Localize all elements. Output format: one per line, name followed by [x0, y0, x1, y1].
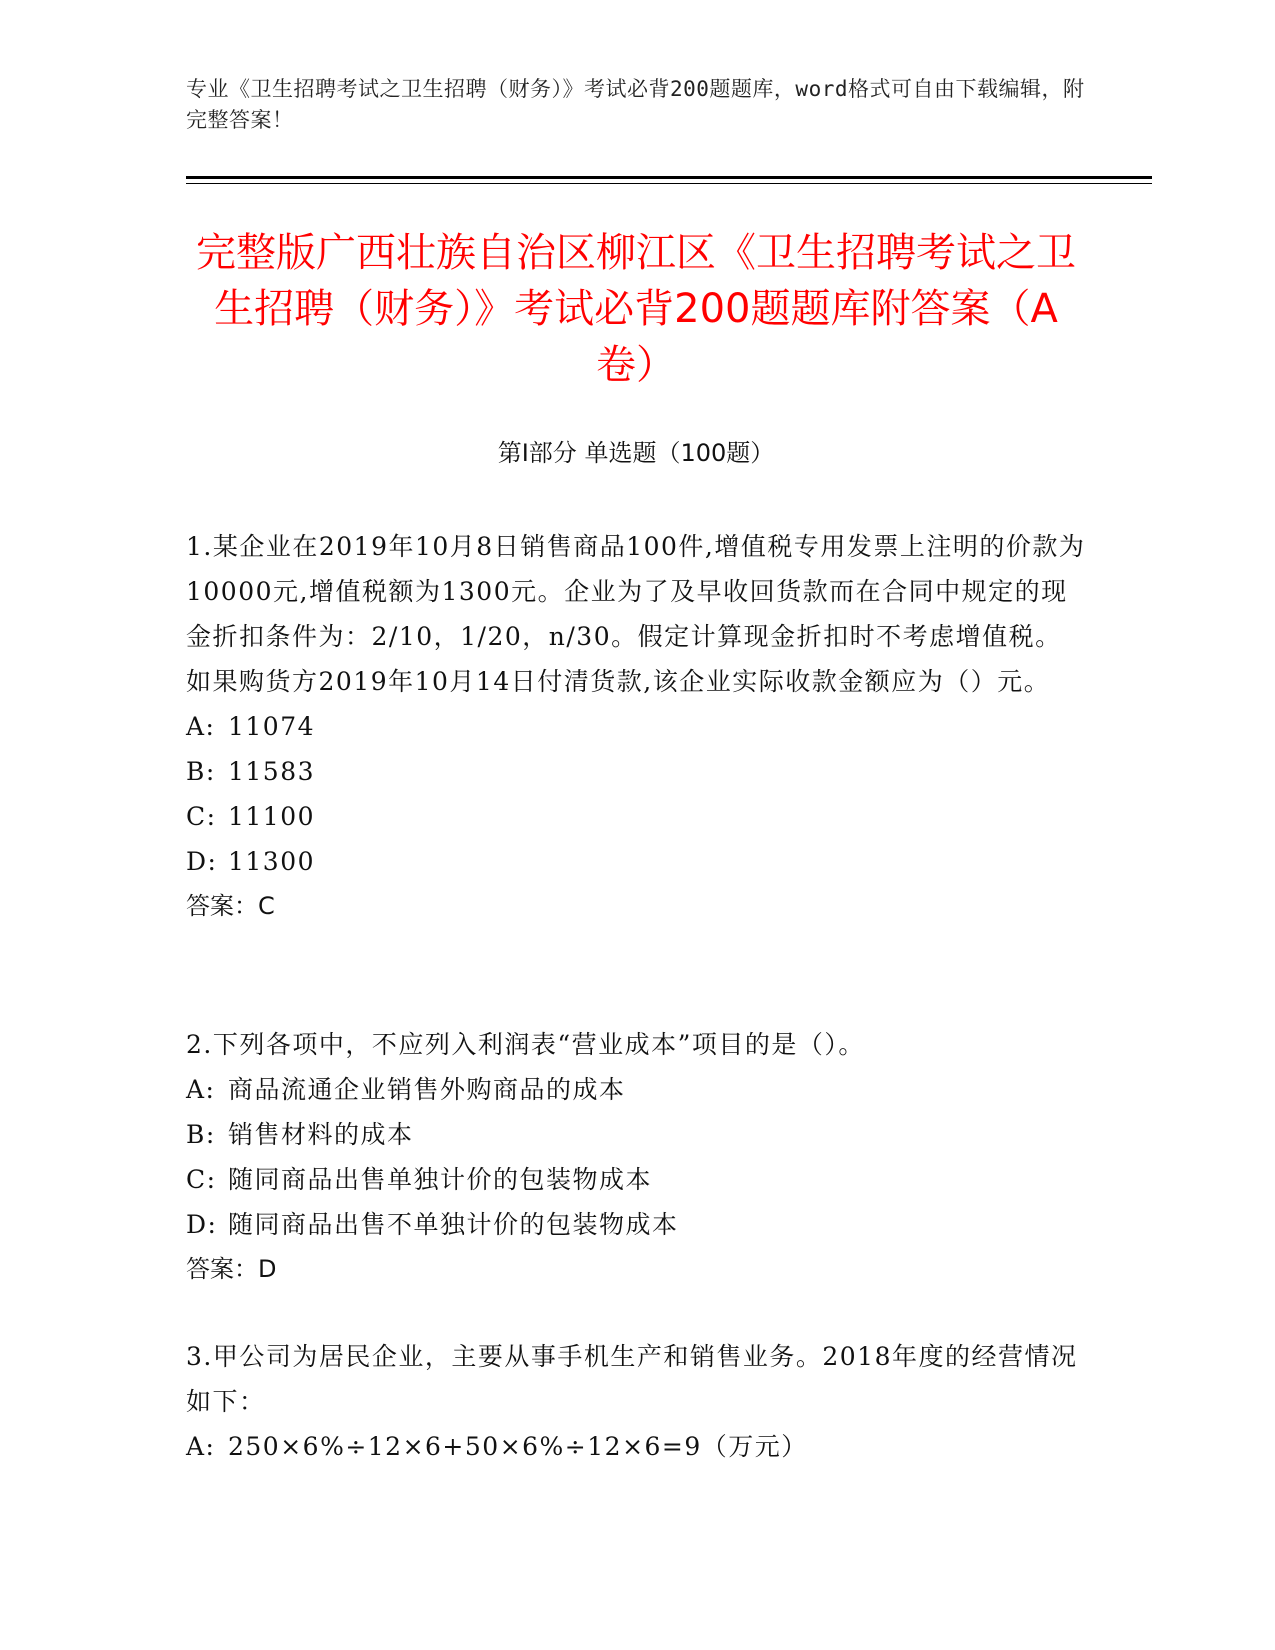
option-letter: B: [186, 1120, 216, 1149]
header-divider-thick [186, 176, 1152, 179]
option-letter: B: [186, 757, 216, 786]
option-text: 随同商品出售单独计价的包装物成本 [228, 1165, 653, 1194]
header-note: 专业《卫生招聘考试之卫生招聘（财务）》考试必背200题题库，word格式可自由下载编辑，附完整答案！ [186, 77, 1085, 132]
answer-line: 答案：D [186, 1255, 277, 1283]
option-text: 销售材料的成本 [228, 1120, 414, 1149]
question-2 [186, 1022, 1086, 1292]
question-stem: 1.某企业在2019年10月8日销售商品100件,增值税专用发票上注明的价款为10000元,增值税额为1300元。企业为了及早收回货款而在合同中规定的现金折扣条件为：2/10，1/20，n/30。假定计算现金折扣时不考虑增值税。如果购货方2019年10月14日付清货款,该企业实际收款金额应为（）元。 [186, 532, 1086, 696]
question-stem: 2.下列各项中，不应列入利润表“营业成本”项目的是（）。 [186, 1030, 865, 1059]
option-letter: C: [186, 1165, 217, 1194]
option-c [186, 794, 1086, 839]
option-letter: D: [186, 1210, 218, 1239]
option-d [186, 839, 1086, 884]
option-text: 11100 [228, 802, 316, 831]
option-letter: A: [186, 1075, 216, 1104]
option-letter: C: [186, 802, 217, 831]
option-letter: A: [186, 1432, 216, 1461]
question-1 [186, 524, 1086, 929]
option-text: 11583 [228, 757, 316, 786]
option-b [186, 749, 1086, 794]
option-letter: A: [186, 712, 216, 741]
question-stem: 3.甲公司为居民企业，主要从事手机生产和销售业务。2018年度的经营情况如下： [186, 1342, 1078, 1416]
option-letter: D: [186, 847, 218, 876]
option-text: 随同商品出售不单独计价的包装物成本 [228, 1210, 679, 1239]
question-3 [186, 1334, 1086, 1469]
option-d [186, 1202, 1086, 1247]
option-b [186, 1112, 1086, 1157]
option-a [186, 1067, 1086, 1112]
option-text: 11300 [228, 847, 316, 876]
option-text: 商品流通企业销售外购商品的成本 [228, 1075, 626, 1104]
header-divider-thin [186, 183, 1152, 184]
option-a [186, 1424, 1086, 1469]
section-heading: 第Ⅰ部分 单选题（100题） [497, 439, 775, 467]
document-title: 完整版广西壮族自治区柳江区《卫生招聘考试之卫生招聘（财务）》考试必背200题题库附答案（A卷） [196, 230, 1076, 388]
answer-line: 答案：C [186, 892, 275, 920]
option-a [186, 704, 1086, 749]
option-c [186, 1157, 1086, 1202]
option-text: 11074 [228, 712, 316, 741]
option-text: 250×6%÷12×6+50×6%÷12×6=9（万元） [228, 1432, 808, 1461]
